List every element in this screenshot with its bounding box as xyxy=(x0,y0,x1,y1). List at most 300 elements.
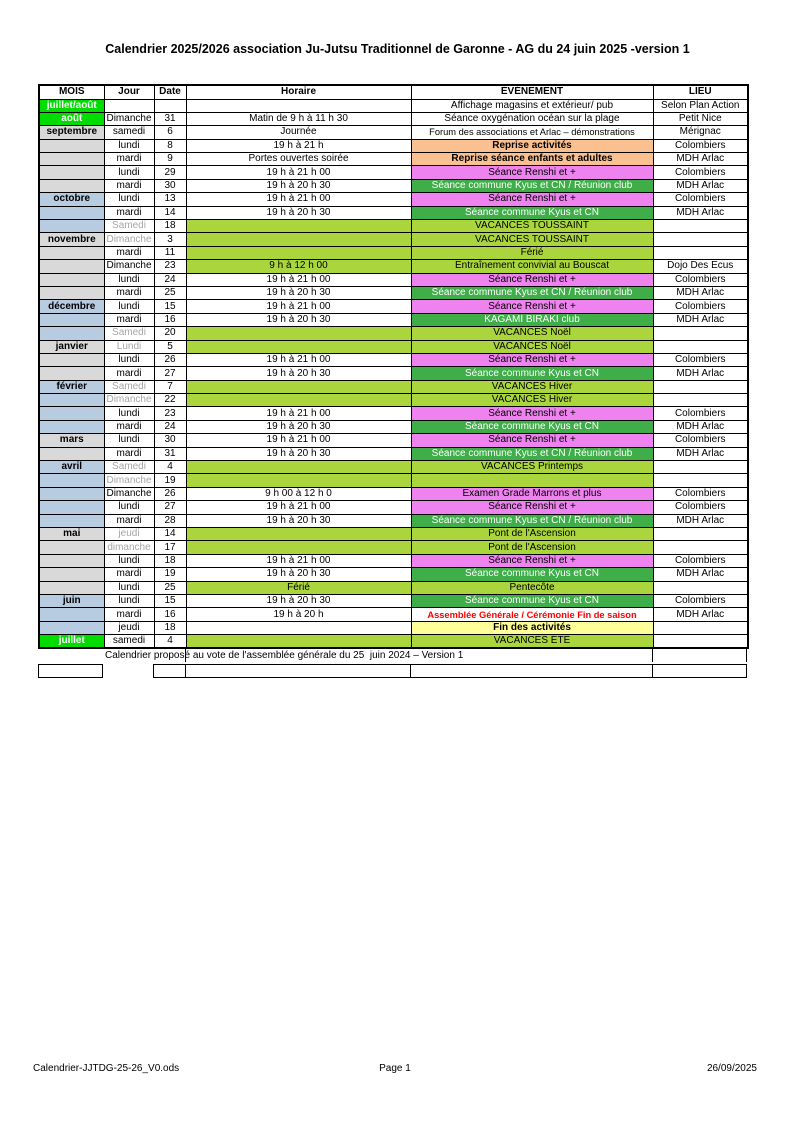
table-row xyxy=(39,394,748,407)
cell-lieu: Mérignac xyxy=(653,126,748,139)
cell-event: Pont de l'Ascension xyxy=(411,541,653,554)
cell-event: Séance Renshi et + xyxy=(411,554,653,567)
table-row xyxy=(39,594,748,607)
table-row xyxy=(39,367,748,380)
cell-date: 27 xyxy=(154,501,186,514)
table-row xyxy=(39,112,748,125)
cell-mois: mai xyxy=(39,528,104,541)
cell-date: 18 xyxy=(154,621,186,634)
cell-lieu xyxy=(653,380,748,393)
cell-date: 31 xyxy=(154,112,186,125)
table-row xyxy=(39,246,748,259)
table-row xyxy=(39,608,748,621)
cell-lieu: MDH Arlac xyxy=(653,179,748,192)
cell-lieu: Colombiers xyxy=(653,501,748,514)
table-row xyxy=(39,260,748,273)
table-row xyxy=(39,541,748,554)
cell-mois xyxy=(39,581,104,594)
cell-jour: Samedi xyxy=(104,220,154,233)
cell-horaire: 19 h à 21 h 00 xyxy=(186,273,411,286)
table-row xyxy=(39,407,748,420)
cell-horaire xyxy=(186,621,411,634)
table-row xyxy=(39,554,748,567)
cell-event: Pentecôte xyxy=(411,581,653,594)
cell-horaire: 19 h à 20 h 30 xyxy=(186,420,411,433)
table-row xyxy=(39,206,748,219)
cell-event: Séance Renshi et + xyxy=(411,407,653,420)
cell-mois xyxy=(39,353,104,366)
cell-mois: octobre xyxy=(39,193,104,206)
cell-date: 30 xyxy=(154,179,186,192)
cell-horaire: 19 h à 21 h 00 xyxy=(186,407,411,420)
cell-jour: mardi xyxy=(104,608,154,621)
cell-event: KAGAMI BIRAKI club xyxy=(411,313,653,326)
cell-jour: mardi xyxy=(104,179,154,192)
cell-jour: Dimanche xyxy=(104,260,154,273)
cell-mois xyxy=(39,608,104,621)
cell-lieu: Colombiers xyxy=(653,139,748,152)
cell-date: 19 xyxy=(154,474,186,487)
cell-jour: dimanche xyxy=(104,541,154,554)
cell-mois: avril xyxy=(39,461,104,474)
cell-event: Séance Renshi et + xyxy=(411,166,653,179)
cell-lieu xyxy=(653,528,748,541)
cell-date: 9 xyxy=(154,153,186,166)
footer-filename: Calendrier-JJTDG-25-26_V0.ods xyxy=(33,1063,180,1074)
cell-horaire: 19 h à 21 h 00 xyxy=(186,353,411,366)
col-header-mois: MOIS xyxy=(39,85,104,99)
cell-mois: juin xyxy=(39,594,104,607)
cell-jour: lundi xyxy=(104,594,154,607)
cell-lieu: Colombiers xyxy=(653,193,748,206)
cell-date: 24 xyxy=(154,420,186,433)
col-header-jour: Jour xyxy=(104,85,154,99)
cell-lieu xyxy=(653,635,748,649)
cell-lieu xyxy=(653,541,748,554)
cell-lieu xyxy=(653,394,748,407)
cell-horaire: 19 h à 21 h xyxy=(186,139,411,152)
cell-date: 4 xyxy=(154,461,186,474)
table-row xyxy=(39,340,748,353)
cell-lieu: Dojo Des Ecus xyxy=(653,260,748,273)
cell-lieu: MDH Arlac xyxy=(653,514,748,527)
cell-date: 26 xyxy=(154,353,186,366)
cell-horaire: 19 h à 20 h 30 xyxy=(186,313,411,326)
cell-horaire: 19 h à 20 h 30 xyxy=(186,568,411,581)
cell-event: Séance oxygénation océan sur la plage xyxy=(411,112,653,125)
table-row xyxy=(39,447,748,460)
cell-event: Séance commune Kyus et CN / Réunion club xyxy=(411,447,653,460)
cell-mois xyxy=(39,474,104,487)
table-row xyxy=(39,273,748,286)
cell-jour: mardi xyxy=(104,514,154,527)
table-row xyxy=(39,487,748,500)
cell-date: 27 xyxy=(154,367,186,380)
cell-lieu: MDH Arlac xyxy=(653,447,748,460)
cell-date: 15 xyxy=(154,300,186,313)
cell-jour: Dimanche xyxy=(104,487,154,500)
cell-event: Reprise activités xyxy=(411,139,653,152)
col-header-lieu: LIEU xyxy=(653,85,748,99)
cell-horaire: 9 h 00 à 12 h 0 xyxy=(186,487,411,500)
table-row xyxy=(39,474,748,487)
cell-event: Séance commune Kyus et CN / Réunion club xyxy=(411,179,653,192)
cell-jour: lundi xyxy=(104,139,154,152)
cell-jour: Lundi xyxy=(104,340,154,353)
cell-lieu: Colombiers xyxy=(653,273,748,286)
table-row xyxy=(39,327,748,340)
cell-event: Pont de l'Ascension xyxy=(411,528,653,541)
col-header-evenement: ÉVÉNEMENT xyxy=(411,85,653,99)
cell-event: VACANCES Noël xyxy=(411,327,653,340)
cell-jour: lundi xyxy=(104,407,154,420)
cell-mois xyxy=(39,394,104,407)
cell-event: Forum des associations et Arlac – démonstrations xyxy=(411,126,653,139)
cell-jour: Samedi xyxy=(104,380,154,393)
cell-mois xyxy=(39,541,104,554)
table-row xyxy=(39,568,748,581)
cell-date: 4 xyxy=(154,635,186,649)
cell-lieu: Petit Nice xyxy=(653,112,748,125)
cell-date: 25 xyxy=(154,286,186,299)
cell-event: Séance Renshi et + xyxy=(411,434,653,447)
cell-lieu: Colombiers xyxy=(653,594,748,607)
cell-event: Assemblée Générale / Cérémonie Fin de saison xyxy=(411,608,653,621)
table-row xyxy=(39,99,748,112)
cell-jour: mardi xyxy=(104,286,154,299)
table-row xyxy=(39,313,748,326)
cell-horaire: 19 h à 21 h 00 xyxy=(186,554,411,567)
cell-lieu xyxy=(653,340,748,353)
cell-mois: janvier xyxy=(39,340,104,353)
cell-mois xyxy=(39,153,104,166)
cell-date: 23 xyxy=(154,260,186,273)
cell-jour: mardi xyxy=(104,153,154,166)
cell-event: Séance Renshi et + xyxy=(411,193,653,206)
cell-mois xyxy=(39,166,104,179)
cell-event: VACANCES Printemps xyxy=(411,461,653,474)
cell-horaire xyxy=(186,541,411,554)
cell-event: Séance commune Kyus et CN xyxy=(411,367,653,380)
cell-horaire: 19 h à 20 h 30 xyxy=(186,514,411,527)
cell-mois: juillet xyxy=(39,635,104,649)
empty-mois-cell xyxy=(38,664,103,678)
cell-horaire xyxy=(186,394,411,407)
cell-horaire: 19 h à 20 h 30 xyxy=(186,179,411,192)
cell-jour: jeudi xyxy=(104,528,154,541)
cell-horaire xyxy=(186,99,411,112)
cell-horaire xyxy=(186,528,411,541)
cell-jour: Dimanche xyxy=(104,474,154,487)
col-header-horaire: Horaire xyxy=(186,85,411,99)
table-row xyxy=(39,420,748,433)
cell-mois: juillet/août xyxy=(39,99,104,112)
cell-event: Séance Renshi et + xyxy=(411,353,653,366)
cell-date: 14 xyxy=(154,528,186,541)
cell-jour: samedi xyxy=(104,635,154,649)
cell-date: 28 xyxy=(154,514,186,527)
table-row xyxy=(39,166,748,179)
cell-mois xyxy=(39,327,104,340)
cell-jour: lundi xyxy=(104,581,154,594)
cell-date: 13 xyxy=(154,193,186,206)
cell-lieu: Colombiers xyxy=(653,353,748,366)
note-divider-line xyxy=(185,649,186,662)
cell-horaire: 19 h à 20 h 30 xyxy=(186,367,411,380)
document-title: Calendrier 2025/2026 association Ju-Jutsu Traditionnel de Garonne - AG du 24 juin 2025 -version 1 xyxy=(105,42,690,56)
table-row xyxy=(39,501,748,514)
empty-last-row xyxy=(38,663,747,678)
note-row xyxy=(38,649,747,662)
table-row xyxy=(39,220,748,233)
cell-horaire: 19 h à 20 h 30 xyxy=(186,594,411,607)
cell-event: Affichage magasins et extérieur/ pub xyxy=(411,99,653,112)
cell-jour: mardi xyxy=(104,206,154,219)
cell-mois xyxy=(39,273,104,286)
cell-event: VACANCES Noël xyxy=(411,340,653,353)
cell-jour: mardi xyxy=(104,447,154,460)
cell-event: VACANCES TOUSSAINT xyxy=(411,220,653,233)
header-row xyxy=(39,85,748,99)
table-row xyxy=(39,528,748,541)
cell-jour: mardi xyxy=(104,313,154,326)
cell-lieu xyxy=(653,233,748,246)
cell-date: 23 xyxy=(154,407,186,420)
cell-date: 16 xyxy=(154,608,186,621)
cell-event xyxy=(411,474,653,487)
cell-mois xyxy=(39,487,104,500)
cell-date: 22 xyxy=(154,394,186,407)
cell-event: Reprise séance enfants et adultes xyxy=(411,153,653,166)
cell-date: 15 xyxy=(154,594,186,607)
cell-date: 18 xyxy=(154,554,186,567)
table-row xyxy=(39,153,748,166)
cell-jour: lundi xyxy=(104,554,154,567)
cell-date: 3 xyxy=(154,233,186,246)
cell-mois: février xyxy=(39,380,104,393)
cell-jour: Dimanche xyxy=(104,233,154,246)
cell-lieu: MDH Arlac xyxy=(653,313,748,326)
table-row xyxy=(39,126,748,139)
cell-jour: lundi xyxy=(104,193,154,206)
cell-lieu xyxy=(653,220,748,233)
cell-lieu: Colombiers xyxy=(653,407,748,420)
cell-date: 30 xyxy=(154,434,186,447)
cell-event: Séance commune Kyus et CN / Réunion club xyxy=(411,286,653,299)
cell-mois: novembre xyxy=(39,233,104,246)
cell-date: 18 xyxy=(154,220,186,233)
empty-date-cell xyxy=(153,664,186,678)
cell-lieu: MDH Arlac xyxy=(653,568,748,581)
cell-jour: lundi xyxy=(104,166,154,179)
cell-date: 14 xyxy=(154,206,186,219)
cell-mois: août xyxy=(39,112,104,125)
cell-horaire: 19 h à 20 h 30 xyxy=(186,206,411,219)
cell-lieu xyxy=(653,581,748,594)
table-row xyxy=(39,286,748,299)
cell-mois xyxy=(39,447,104,460)
cell-date: 24 xyxy=(154,273,186,286)
table-row xyxy=(39,461,748,474)
cell-lieu: MDH Arlac xyxy=(653,367,748,380)
cell-jour: lundi xyxy=(104,273,154,286)
cell-lieu: MDH Arlac xyxy=(653,153,748,166)
cell-jour: Dimanche xyxy=(104,112,154,125)
cell-jour: Dimanche xyxy=(104,394,154,407)
cell-jour: lundi xyxy=(104,353,154,366)
cell-horaire: Portes ouvertes soirée xyxy=(186,153,411,166)
cell-jour: lundi xyxy=(104,300,154,313)
table-row xyxy=(39,179,748,192)
table-row xyxy=(39,621,748,634)
cell-mois: septembre xyxy=(39,126,104,139)
table-row xyxy=(39,434,748,447)
cell-mois xyxy=(39,554,104,567)
cell-horaire xyxy=(186,635,411,649)
empty-horaire-cell xyxy=(185,664,411,678)
cell-lieu: Colombiers xyxy=(653,434,748,447)
cell-lieu xyxy=(653,474,748,487)
cell-date: 8 xyxy=(154,139,186,152)
cell-horaire: Férié xyxy=(186,581,411,594)
cell-horaire: Journée xyxy=(186,126,411,139)
cell-lieu xyxy=(653,327,748,340)
cell-event: Séance Renshi et + xyxy=(411,273,653,286)
cell-event: Séance Renshi et + xyxy=(411,300,653,313)
table-row xyxy=(39,193,748,206)
cell-event: Séance commune Kyus et CN / Réunion club xyxy=(411,514,653,527)
empty-event-cell xyxy=(410,664,653,678)
cell-mois xyxy=(39,246,104,259)
cell-mois xyxy=(39,407,104,420)
cell-lieu xyxy=(653,621,748,634)
cell-event: Examen Grade Marrons et plus xyxy=(411,487,653,500)
cell-horaire xyxy=(186,461,411,474)
cell-lieu: Colombiers xyxy=(653,487,748,500)
table-row xyxy=(39,380,748,393)
cell-event: VACANCES Hiver xyxy=(411,380,653,393)
cell-lieu: Colombiers xyxy=(653,554,748,567)
cell-lieu: Colombiers xyxy=(653,166,748,179)
col-header-date: Date xyxy=(154,85,186,99)
footer-date: 26/09/2025 xyxy=(706,1063,757,1074)
cell-lieu: MDH Arlac xyxy=(653,286,748,299)
calendar-grid xyxy=(38,84,749,649)
cell-event: VACANCES ÉTÉ xyxy=(411,635,653,649)
cell-horaire: 19 h à 21 h 00 xyxy=(186,300,411,313)
cell-mois xyxy=(39,179,104,192)
cell-jour: Samedi xyxy=(104,327,154,340)
cell-horaire: Matin de 9 h à 11 h 30 xyxy=(186,112,411,125)
cell-horaire xyxy=(186,233,411,246)
cell-event: Séance Renshi et + xyxy=(411,501,653,514)
cell-event: VACANCES TOUSSAINT xyxy=(411,233,653,246)
cell-mois xyxy=(39,514,104,527)
cell-mois xyxy=(39,206,104,219)
cell-event: Férié xyxy=(411,246,653,259)
footer-page-number: Page 1 xyxy=(379,1063,411,1074)
cell-event: Fin des activités xyxy=(411,621,653,634)
cell-date: 20 xyxy=(154,327,186,340)
cell-event: Entraînement convivial au Bouscat xyxy=(411,260,653,273)
cell-date xyxy=(154,99,186,112)
cell-date: 26 xyxy=(154,487,186,500)
cell-horaire: 19 h à 21 h 00 xyxy=(186,434,411,447)
cell-horaire xyxy=(186,380,411,393)
cell-jour: mardi xyxy=(104,367,154,380)
cell-jour xyxy=(104,99,154,112)
cell-mois xyxy=(39,568,104,581)
cell-mois xyxy=(39,367,104,380)
cell-mois xyxy=(39,420,104,433)
cell-event: Séance commune Kyus et CN xyxy=(411,420,653,433)
cell-horaire xyxy=(186,340,411,353)
note-lieu-cell xyxy=(652,649,747,662)
cell-date: 5 xyxy=(154,340,186,353)
cell-horaire xyxy=(186,474,411,487)
table-row xyxy=(39,635,748,649)
cell-horaire: 9 h à 12 h 00 xyxy=(186,260,411,273)
calendar-table xyxy=(38,84,747,678)
table-row xyxy=(39,514,748,527)
empty-lieu-cell xyxy=(652,664,747,678)
cell-jour: lundi xyxy=(104,434,154,447)
table-row xyxy=(39,581,748,594)
table-row xyxy=(39,233,748,246)
cell-jour: jeudi xyxy=(104,621,154,634)
cell-mois xyxy=(39,220,104,233)
cell-event: Séance commune Kyus et CN xyxy=(411,568,653,581)
cell-date: 6 xyxy=(154,126,186,139)
cell-date: 7 xyxy=(154,380,186,393)
cell-lieu: Selon Plan Action xyxy=(653,99,748,112)
cell-date: 29 xyxy=(154,166,186,179)
cell-horaire xyxy=(186,327,411,340)
cell-mois xyxy=(39,313,104,326)
cell-horaire: 19 h à 21 h 00 xyxy=(186,501,411,514)
cell-lieu: Colombiers xyxy=(653,300,748,313)
cell-mois xyxy=(39,286,104,299)
cell-lieu: MDH Arlac xyxy=(653,420,748,433)
cell-horaire: 19 h à 20 h xyxy=(186,608,411,621)
cell-horaire: 19 h à 21 h 00 xyxy=(186,166,411,179)
cell-date: 16 xyxy=(154,313,186,326)
table-row xyxy=(39,300,748,313)
cell-lieu: MDH Arlac xyxy=(653,608,748,621)
cell-date: 25 xyxy=(154,581,186,594)
cell-mois xyxy=(39,139,104,152)
table-row xyxy=(39,139,748,152)
cell-date: 11 xyxy=(154,246,186,259)
table-row xyxy=(39,353,748,366)
cell-lieu xyxy=(653,461,748,474)
cell-mois: mars xyxy=(39,434,104,447)
cell-horaire xyxy=(186,246,411,259)
cell-jour: mardi xyxy=(104,420,154,433)
cell-jour: Samedi xyxy=(104,461,154,474)
cell-jour: lundi xyxy=(104,501,154,514)
cell-jour: samedi xyxy=(104,126,154,139)
cell-lieu xyxy=(653,246,748,259)
cell-mois: décembre xyxy=(39,300,104,313)
cell-event: Séance commune Kyus et CN xyxy=(411,594,653,607)
cell-horaire xyxy=(186,220,411,233)
cell-event: VACANCES Hiver xyxy=(411,394,653,407)
cell-event: Séance commune Kyus et CN xyxy=(411,206,653,219)
cell-date: 31 xyxy=(154,447,186,460)
cell-horaire: 19 h à 21 h 00 xyxy=(186,193,411,206)
cell-jour: mardi xyxy=(104,246,154,259)
